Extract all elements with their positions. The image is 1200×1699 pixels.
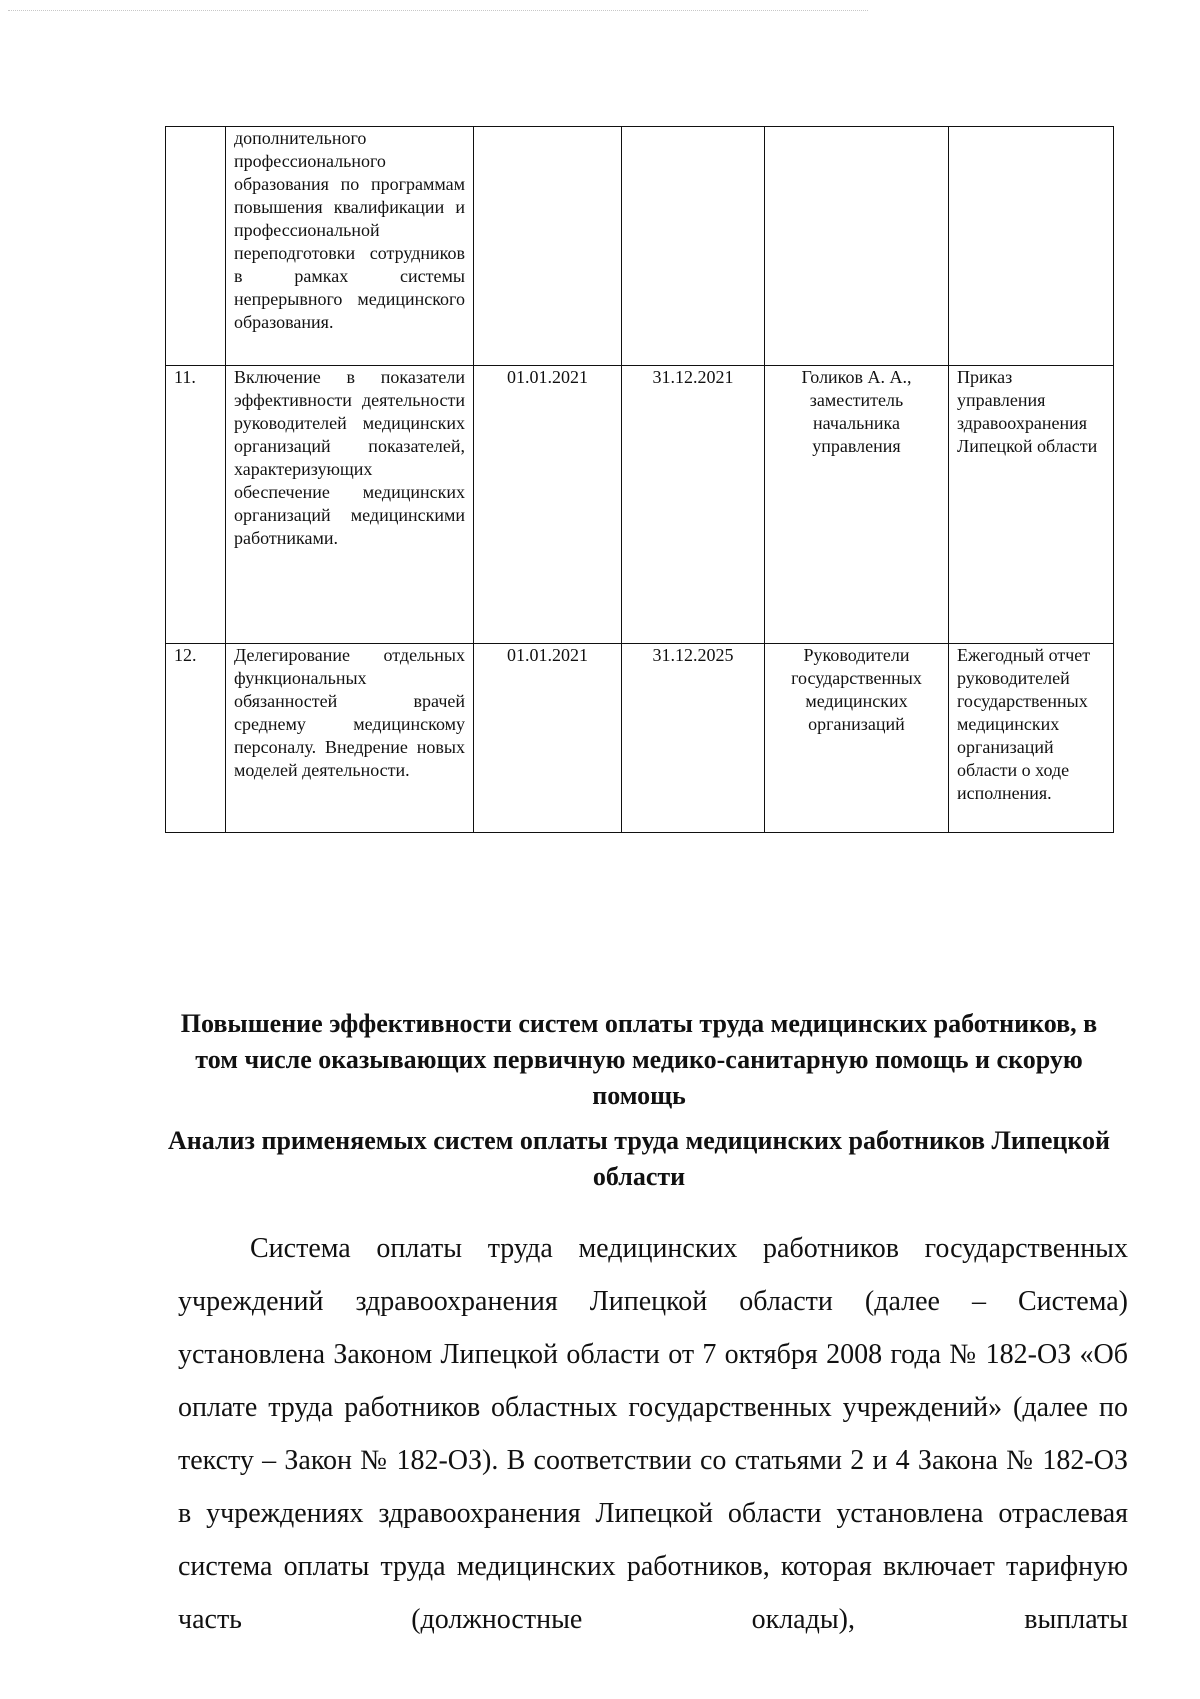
action-plan-table [165,126,1114,833]
table-row [166,366,1114,644]
body-paragraph [178,1222,1128,1699]
section-heading: Повышение эффективности систем оплаты труда медицинских работников, в том числе оказывающих первичную медико-санитарную помощь и скорую помощь [180,1009,1098,1110]
row-number: 12. [166,644,226,833]
row-start-date [474,127,622,366]
row-document [949,127,1114,366]
table-row [166,644,1114,833]
row-description: Делегирование отдельных функциональных обязанностей врачей среднему медицинскому персоналу. Внедрение новых моделей деятельности. [226,644,474,833]
row-number: 11. [166,366,226,644]
row-end-date [622,127,765,366]
subsection-heading: Анализ применяемых систем оплаты труда медицинских работников Липецкой области [167,1126,1111,1191]
row-responsible: Руководители государственных медицинских организаций [765,644,949,833]
scan-artifact-line [8,10,868,11]
row-document: Приказ управления здравоохранения Липецкой области [949,366,1114,644]
table-row [166,127,1114,366]
body-paragraph-text: Система оплаты труда медицинских работников государственных учреждений здравоохранения Липецкой области (далее – Система) установлена Законом Липецкой области от 7 октября 2008 года № 182-ОЗ «Об оплате труда работников областных государственных учреждений» (далее по тексту – Закон № 182-ОЗ). В соответствии со статьями 2 и 4 Закона № 182-ОЗ в учреждениях здравоохранения Липецкой области установлена отраслевая система оплаты труда медицинских работников, которая включает тарифную часть (должностные оклады), выплаты [178,1233,1128,1635]
row-end-date: 31.12.2021 [622,366,765,644]
row-description: дополнительного профессионального образования по программам повышения квалификации и профессиональной переподготовки сотрудников в рамках системы непрерывного медицинского образования. [226,127,474,366]
row-responsible [765,127,949,366]
row-start-date: 01.01.2021 [474,366,622,644]
row-start-date: 01.01.2021 [474,644,622,833]
row-responsible: Голиков А. А., заместитель начальника управления [765,366,949,644]
row-end-date: 31.12.2025 [622,644,765,833]
row-document: Ежегодный отчет руководителей государственных медицинских организаций области о ходе исполнения. [949,644,1114,833]
row-description: Включение в показатели эффективности деятельности руководителей медицинских организаций показателей, характеризующих обеспечение медицинских организаций медицинскими работниками. [226,366,474,644]
row-number [166,127,226,366]
